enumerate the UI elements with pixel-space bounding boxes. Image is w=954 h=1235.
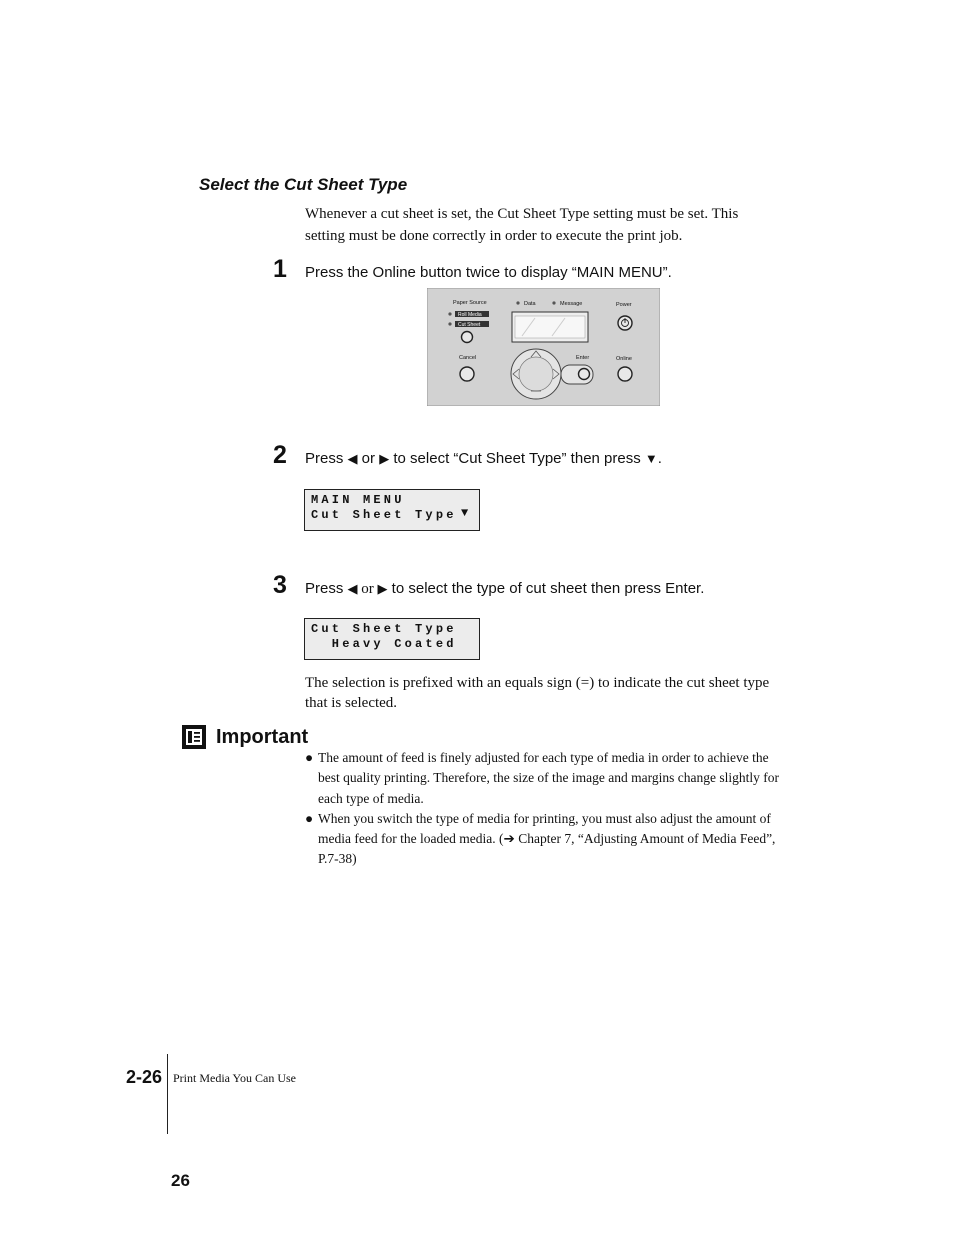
lcd-line-1: MAIN MENU [311, 493, 405, 507]
step-2-number: 2 [273, 441, 287, 469]
important-heading [182, 725, 308, 749]
online-button [618, 367, 632, 381]
chapter-caption: Print Media You Can Use [173, 1071, 297, 1085]
step-1-text: Press the Online button twice to display “MAIN MENU”. [305, 264, 672, 281]
important-list [305, 748, 783, 870]
lcd-line-2: Cut Sheet Type [311, 508, 457, 522]
panel-label-cancel: Cancel [459, 355, 477, 361]
lcd-main-menu [304, 489, 480, 531]
panel-label-power: Power [616, 302, 632, 308]
down-arrow-icon: ▼ [644, 451, 658, 466]
printer-operation-panel [427, 288, 660, 406]
important-title: Important [216, 725, 309, 748]
bullet-icon: ● [305, 810, 314, 826]
step-2-text: Press ◀ or ▶ to select “Cut Sheet Type” then press ▼. [305, 450, 662, 467]
left-arrow-icon: ◀ [347, 451, 358, 466]
section-title: Select the Cut Sheet Type [199, 175, 408, 194]
panel-label-enter: Enter [576, 355, 590, 361]
bullet-icon: ● [305, 750, 314, 765]
footer-divider [167, 1054, 168, 1134]
panel-label-data: Data [524, 301, 536, 307]
list-item: ● The amount of feed is finely adjusted for each type of media in order to achieve the best quality printing. Therefore, the size of the image and margins change slightly for each type of media. [305, 750, 779, 806]
enter-button [579, 369, 590, 380]
lcd-line-1: Cut Sheet Type [311, 622, 457, 636]
page-number: 26 [171, 1171, 190, 1190]
lcd-cut-sheet-type [304, 618, 480, 660]
list-item: ● When you switch the type of media for printing, you must also adjust the amount of media feed for the loaded media. (➔ Chapter 7, “Adjusting Amount of Media Feed”, P.7-38) [305, 810, 776, 867]
lcd-down-arrow-icon: ▼ [461, 506, 469, 520]
paper-source-button [462, 332, 473, 343]
panel-label-paper-source: Paper Source [453, 300, 487, 306]
panel-label-cut-sheet: Cut Sheet [458, 322, 481, 328]
step-3-text: Press ◀ or ▶ to select the type of cut sheet then press Enter. [305, 580, 705, 597]
cancel-button [460, 367, 474, 381]
step-1-number: 1 [273, 255, 287, 283]
right-arrow-icon: ▶ [379, 451, 390, 466]
page-code: 2-26 [126, 1067, 163, 1087]
panel-label-message: Message [560, 301, 583, 307]
panel-label-roll-media: Roll Media [458, 312, 482, 318]
panel-label-online: Online [616, 356, 632, 362]
left-arrow-icon: ◀ [347, 581, 358, 596]
step-3-number: 3 [273, 571, 287, 599]
important-note-icon [182, 725, 206, 749]
intro-paragraph: Whenever a cut sheet is set, the Cut Sheet Type setting must be set. This setting must be done correctly in order to execute the print job. [305, 206, 739, 244]
selection-note: The selection is prefixed with an equals sign (=) to indicate the cut sheet type that is selected. [305, 675, 770, 711]
lcd-line-2: Heavy Coated [311, 637, 457, 651]
right-arrow-icon: ▶ [377, 581, 388, 596]
